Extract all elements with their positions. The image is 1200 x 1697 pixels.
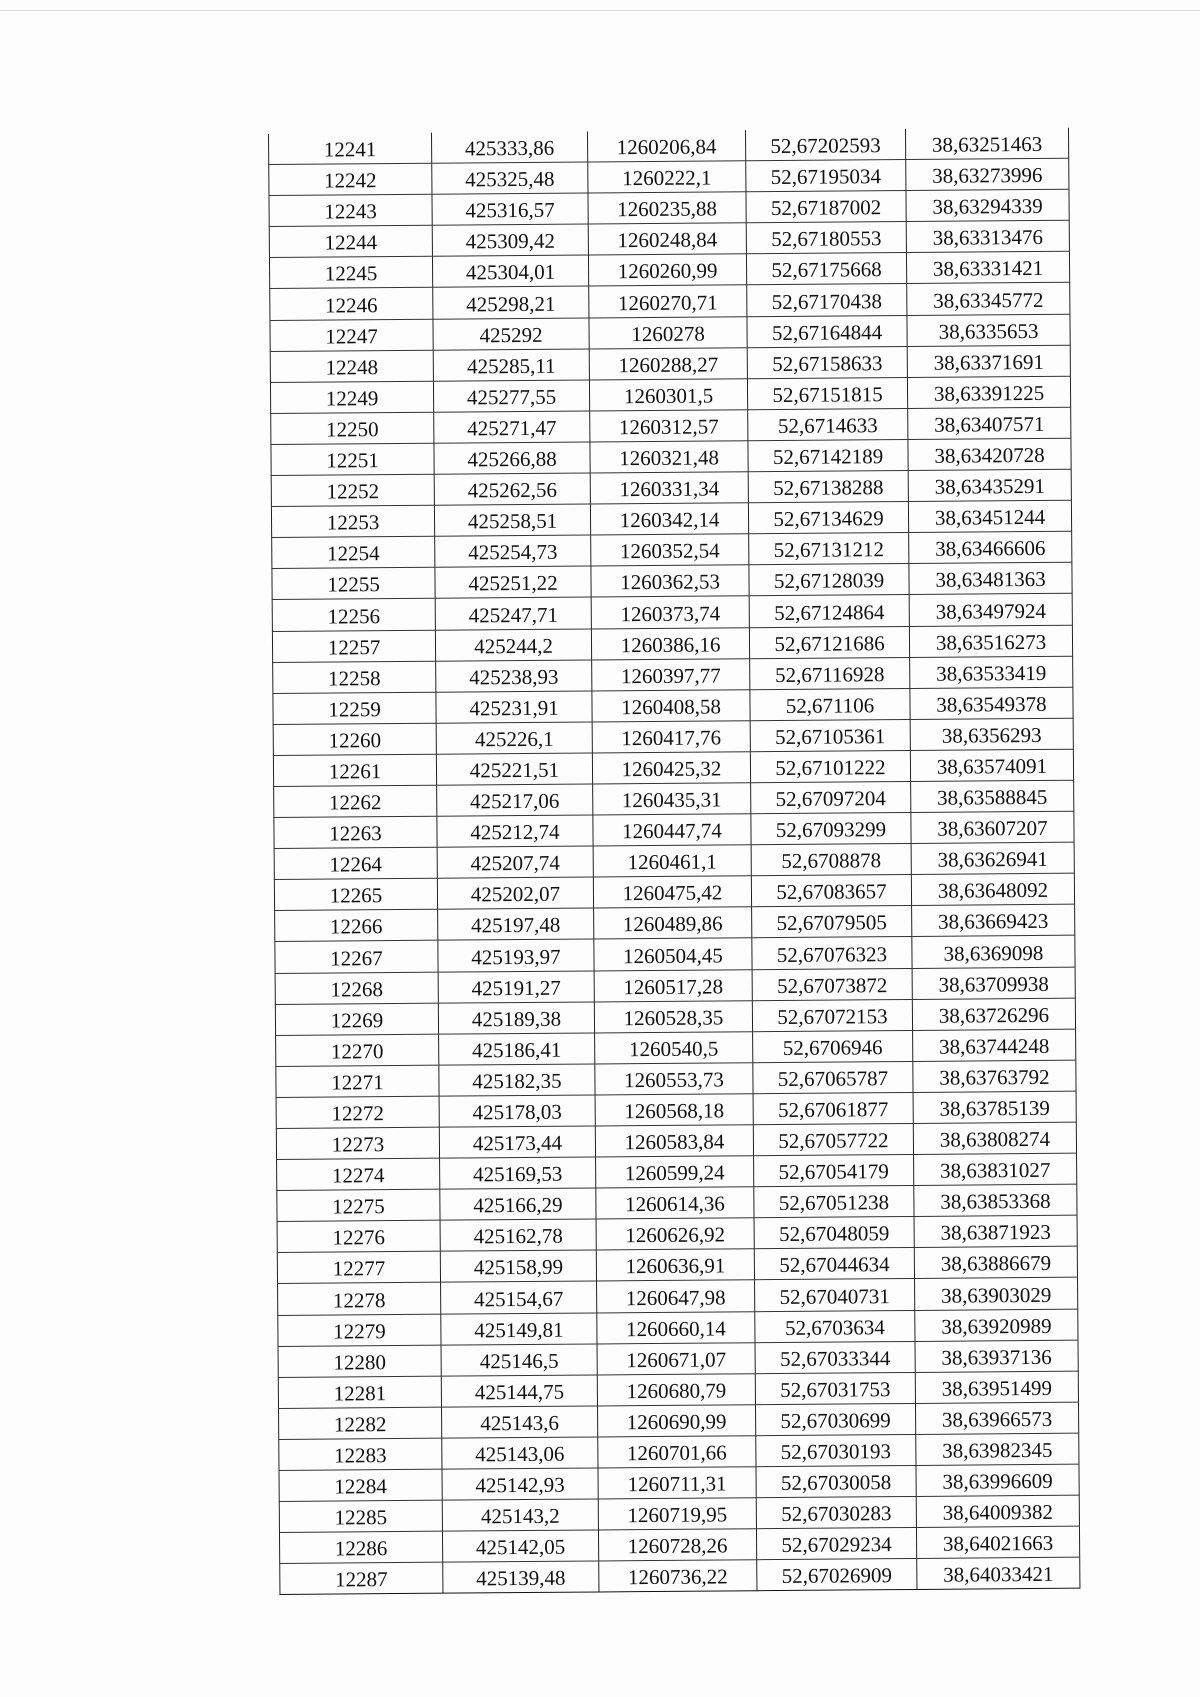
latitude-cell: 52,6706946	[753, 1030, 913, 1062]
point-number-cell: 12270	[276, 1034, 439, 1066]
longitude-cell: 38,63516273	[909, 625, 1072, 657]
y-coordinate-cell: 1260425,32	[592, 752, 750, 784]
x-coordinate-cell: 425193,97	[438, 939, 594, 971]
longitude-cell: 38,63669423	[912, 905, 1075, 937]
y-coordinate-cell: 1260701,66	[598, 1436, 756, 1468]
latitude-cell: 52,67031753	[755, 1372, 915, 1404]
y-coordinate-cell: 1260312,57	[590, 410, 748, 442]
longitude-cell: 38,63588845	[911, 780, 1074, 812]
latitude-cell: 52,67030283	[756, 1497, 916, 1529]
latitude-cell: 52,67026909	[757, 1559, 917, 1591]
x-coordinate-cell: 425277,55	[433, 380, 589, 412]
y-coordinate-cell: 1260301,5	[589, 378, 747, 410]
latitude-cell: 52,67134629	[748, 502, 908, 534]
point-number-cell: 12269	[275, 1003, 438, 1035]
x-coordinate-cell: 425146,5	[441, 1344, 597, 1376]
point-number-cell: 12258	[273, 661, 436, 693]
point-number-cell: 12264	[274, 847, 437, 879]
latitude-cell: 52,67138288	[748, 471, 908, 503]
y-coordinate-cell: 1260248,84	[588, 223, 746, 255]
latitude-cell: 52,67073872	[752, 968, 912, 1000]
longitude-cell: 38,63853368	[914, 1184, 1077, 1216]
latitude-cell: 52,6703634	[755, 1310, 915, 1342]
longitude-cell: 38,63626941	[911, 842, 1074, 874]
y-coordinate-cell: 1260517,28	[594, 969, 752, 1001]
latitude-cell: 52,67030193	[756, 1434, 916, 1466]
y-coordinate-cell: 1260222,1	[588, 161, 746, 193]
longitude-cell: 38,63451244	[908, 500, 1071, 532]
x-coordinate-cell: 425244,2	[435, 628, 591, 660]
x-coordinate-cell: 425144,75	[441, 1375, 597, 1407]
y-coordinate-cell: 1260680,79	[597, 1373, 755, 1405]
longitude-cell: 38,63331421	[906, 252, 1069, 284]
y-coordinate-cell: 1260504,45	[594, 938, 752, 970]
x-coordinate-cell: 425142,05	[442, 1530, 598, 1562]
point-number-cell: 12273	[276, 1127, 439, 1159]
longitude-cell: 38,63785139	[913, 1091, 1076, 1123]
latitude-cell: 52,67175668	[746, 253, 906, 285]
point-number-cell: 12245	[269, 257, 432, 289]
latitude-cell: 52,67033344	[755, 1341, 915, 1373]
x-coordinate-cell: 425262,56	[434, 473, 590, 505]
longitude-cell: 38,63345772	[907, 283, 1070, 315]
y-coordinate-cell: 1260553,73	[595, 1063, 753, 1095]
longitude-cell: 38,63466606	[909, 531, 1072, 563]
x-coordinate-cell: 425173,44	[439, 1126, 595, 1158]
y-coordinate-cell: 1260408,58	[592, 689, 750, 721]
point-number-cell: 12285	[279, 1500, 442, 1532]
x-coordinate-cell: 425202,07	[437, 877, 593, 909]
point-number-cell: 12246	[270, 288, 433, 320]
latitude-cell: 52,67142189	[748, 439, 908, 471]
latitude-cell: 52,67151815	[747, 377, 907, 409]
point-number-cell: 12248	[270, 350, 433, 382]
x-coordinate-cell: 425197,48	[438, 908, 594, 940]
x-coordinate-cell: 425298,21	[433, 286, 589, 318]
latitude-cell: 52,67101222	[750, 750, 910, 782]
longitude-cell: 38,63607207	[911, 811, 1074, 843]
x-coordinate-cell: 425226,1	[436, 722, 592, 754]
point-number-cell: 12271	[276, 1065, 439, 1097]
point-number-cell: 12268	[275, 972, 438, 1004]
y-coordinate-cell: 1260540,5	[595, 1031, 753, 1063]
y-coordinate-cell: 1260475,42	[593, 876, 751, 908]
y-coordinate-cell: 1260417,76	[592, 721, 750, 753]
latitude-cell: 52,67202593	[745, 129, 905, 161]
latitude-cell: 52,67180553	[746, 222, 906, 254]
longitude-cell: 38,63763792	[913, 1060, 1076, 1092]
latitude-cell: 52,67124864	[749, 595, 909, 627]
latitude-cell: 52,67079505	[752, 906, 912, 938]
y-coordinate-cell: 1260636,91	[596, 1249, 754, 1281]
coordinates-table-body	[268, 128, 1079, 1595]
latitude-cell: 52,67065787	[753, 1061, 913, 1093]
x-coordinate-cell: 425221,51	[436, 753, 592, 785]
y-coordinate-cell: 1260711,31	[598, 1467, 756, 1499]
point-number-cell: 12261	[273, 754, 436, 786]
x-coordinate-cell: 425266,88	[434, 442, 590, 474]
latitude-cell: 52,67170438	[747, 284, 907, 316]
longitude-cell: 38,63709938	[912, 967, 1075, 999]
y-coordinate-cell: 1260614,36	[596, 1187, 754, 1219]
y-coordinate-cell: 1260626,92	[596, 1218, 754, 1250]
y-coordinate-cell: 1260728,26	[598, 1529, 756, 1561]
y-coordinate-cell: 1260206,84	[587, 130, 745, 162]
point-number-cell: 12280	[278, 1345, 441, 1377]
latitude-cell: 52,67051238	[754, 1186, 914, 1218]
longitude-cell: 38,63313476	[906, 220, 1069, 252]
latitude-cell: 52,67121686	[749, 626, 909, 658]
point-number-cell: 12259	[273, 692, 436, 724]
latitude-cell: 52,67131212	[749, 533, 909, 565]
y-coordinate-cell: 1260568,18	[595, 1094, 753, 1126]
longitude-cell: 38,64021663	[916, 1526, 1079, 1558]
point-number-cell: 12279	[278, 1314, 441, 1346]
y-coordinate-cell: 1260690,99	[597, 1405, 755, 1437]
point-number-cell: 12252	[271, 474, 434, 506]
longitude-cell: 38,63549378	[910, 687, 1073, 719]
x-coordinate-cell: 425142,93	[442, 1468, 598, 1500]
y-coordinate-cell: 1260435,31	[593, 783, 751, 815]
x-coordinate-cell: 425212,74	[437, 815, 593, 847]
point-number-cell: 12287	[280, 1562, 443, 1594]
point-number-cell: 12283	[279, 1438, 442, 1470]
point-number-cell: 12256	[272, 599, 435, 631]
latitude-cell: 52,67029234	[756, 1528, 916, 1560]
x-coordinate-cell: 425143,6	[442, 1406, 598, 1438]
latitude-cell: 52,67105361	[750, 719, 910, 751]
point-number-cell: 12276	[277, 1220, 440, 1252]
x-coordinate-cell: 425304,01	[432, 255, 588, 287]
longitude-cell: 38,63982345	[916, 1433, 1079, 1465]
table-row	[280, 1557, 1080, 1594]
x-coordinate-cell: 425247,71	[435, 597, 591, 629]
longitude-cell: 38,63920989	[915, 1309, 1078, 1341]
longitude-cell: 38,63744248	[913, 1029, 1076, 1061]
y-coordinate-cell: 1260270,71	[589, 285, 747, 317]
y-coordinate-cell: 1260461,1	[593, 845, 751, 877]
x-coordinate-cell: 425182,35	[439, 1064, 595, 1096]
longitude-cell: 38,63407571	[908, 407, 1071, 439]
latitude-cell: 52,67076323	[752, 937, 912, 969]
y-coordinate-cell: 1260528,35	[594, 1000, 752, 1032]
point-number-cell: 12244	[269, 225, 432, 257]
latitude-cell: 52,6708878	[751, 844, 911, 876]
longitude-cell: 38,63808274	[913, 1122, 1076, 1154]
latitude-cell: 52,6714633	[748, 408, 908, 440]
point-number-cell: 12284	[279, 1469, 442, 1501]
x-coordinate-cell: 425169,53	[440, 1157, 596, 1189]
longitude-cell: 38,63294339	[906, 189, 1069, 221]
y-coordinate-cell: 1260397,77	[592, 658, 750, 690]
y-coordinate-cell: 1260260,99	[588, 254, 746, 286]
longitude-cell: 38,63937136	[915, 1340, 1078, 1372]
point-number-cell: 12266	[275, 910, 438, 942]
longitude-cell: 38,63391225	[907, 376, 1070, 408]
y-coordinate-cell: 1260288,27	[589, 347, 747, 379]
longitude-cell: 38,64033421	[917, 1557, 1080, 1589]
y-coordinate-cell: 1260331,34	[590, 472, 748, 504]
longitude-cell: 38,6356293	[910, 718, 1073, 750]
point-number-cell: 12243	[269, 194, 432, 226]
latitude-cell: 52,67061877	[753, 1092, 913, 1124]
longitude-cell: 38,63871923	[914, 1215, 1077, 1247]
x-coordinate-cell: 425154,67	[441, 1281, 597, 1313]
longitude-cell: 38,64009382	[916, 1495, 1079, 1527]
point-number-cell: 12267	[275, 941, 438, 973]
longitude-cell: 38,63574091	[910, 749, 1073, 781]
latitude-cell: 52,67030058	[756, 1465, 916, 1497]
point-number-cell: 12254	[272, 536, 435, 568]
latitude-cell: 52,67187002	[746, 191, 906, 223]
x-coordinate-cell: 425189,38	[438, 1002, 594, 1034]
y-coordinate-cell: 1260235,88	[588, 192, 746, 224]
point-number-cell: 12278	[278, 1283, 441, 1315]
point-number-cell: 12281	[278, 1376, 441, 1408]
latitude-cell: 52,67057722	[753, 1123, 913, 1155]
point-number-cell: 12247	[270, 319, 433, 351]
x-coordinate-cell: 425178,03	[439, 1095, 595, 1127]
y-coordinate-cell: 1260386,16	[591, 627, 749, 659]
x-coordinate-cell: 425162,78	[440, 1219, 596, 1251]
y-coordinate-cell: 1260671,07	[597, 1342, 755, 1374]
point-number-cell: 12282	[279, 1407, 442, 1439]
x-coordinate-cell: 425158,99	[440, 1250, 596, 1282]
longitude-cell: 38,63726296	[912, 998, 1075, 1030]
point-number-cell: 12241	[268, 133, 431, 165]
longitude-cell: 38,63648092	[911, 873, 1074, 905]
x-coordinate-cell: 425143,06	[442, 1437, 598, 1469]
point-number-cell: 12263	[274, 816, 437, 848]
x-coordinate-cell: 425139,48	[443, 1561, 599, 1593]
longitude-cell: 38,63273996	[906, 158, 1069, 190]
point-number-cell: 12265	[274, 878, 437, 910]
longitude-cell: 38,63251463	[905, 128, 1068, 160]
longitude-cell: 38,63966573	[915, 1402, 1078, 1434]
x-coordinate-cell: 425333,86	[431, 131, 587, 163]
x-coordinate-cell: 425309,42	[432, 224, 588, 256]
point-number-cell: 12272	[276, 1096, 439, 1128]
latitude-cell: 52,67054179	[754, 1155, 914, 1187]
x-coordinate-cell: 425191,27	[438, 970, 594, 1002]
x-coordinate-cell: 425271,47	[434, 411, 590, 443]
y-coordinate-cell: 1260599,24	[596, 1156, 754, 1188]
latitude-cell: 52,67048059	[754, 1217, 914, 1249]
point-number-cell: 12274	[277, 1158, 440, 1190]
x-coordinate-cell: 425258,51	[434, 504, 590, 536]
latitude-cell: 52,67093299	[751, 813, 911, 845]
point-number-cell: 12255	[272, 568, 435, 600]
point-number-cell: 12249	[270, 381, 433, 413]
x-coordinate-cell: 425285,11	[433, 349, 589, 381]
y-coordinate-cell: 1260373,74	[591, 596, 749, 628]
x-coordinate-cell: 425143,2	[442, 1499, 598, 1531]
longitude-cell: 38,63831027	[914, 1153, 1077, 1185]
latitude-cell: 52,67158633	[747, 346, 907, 378]
x-coordinate-cell: 425325,48	[432, 162, 588, 194]
point-number-cell: 12286	[279, 1531, 442, 1563]
y-coordinate-cell: 1260342,14	[590, 503, 748, 535]
y-coordinate-cell: 1260719,95	[598, 1498, 756, 1530]
x-coordinate-cell: 425292	[433, 318, 589, 350]
point-number-cell: 12277	[277, 1252, 440, 1284]
x-coordinate-cell: 425254,73	[435, 535, 591, 567]
latitude-cell: 52,67128039	[749, 564, 909, 596]
latitude-cell: 52,671106	[750, 688, 910, 720]
longitude-cell: 38,63903029	[915, 1278, 1078, 1310]
scan-edge-line	[0, 10, 1200, 11]
x-coordinate-cell: 425217,06	[437, 784, 593, 816]
coordinates-table	[268, 128, 1080, 1596]
longitude-cell: 38,6369098	[912, 936, 1075, 968]
point-number-cell: 12242	[269, 163, 432, 195]
latitude-cell: 52,67044634	[754, 1248, 914, 1280]
x-coordinate-cell: 425316,57	[432, 193, 588, 225]
x-coordinate-cell: 425186,41	[439, 1033, 595, 1065]
y-coordinate-cell: 1260489,86	[594, 907, 752, 939]
latitude-cell: 52,67097204	[751, 781, 911, 813]
x-coordinate-cell: 425149,81	[441, 1313, 597, 1345]
y-coordinate-cell: 1260321,48	[590, 441, 748, 473]
point-number-cell: 12262	[274, 785, 437, 817]
point-number-cell: 12257	[272, 630, 435, 662]
longitude-cell: 38,63497924	[909, 594, 1072, 626]
latitude-cell: 52,67195034	[746, 160, 906, 192]
longitude-cell: 38,63435291	[908, 469, 1071, 501]
y-coordinate-cell: 1260736,22	[599, 1560, 757, 1592]
latitude-cell: 52,67083657	[751, 875, 911, 907]
longitude-cell: 38,63951499	[915, 1371, 1078, 1403]
point-number-cell: 12251	[271, 443, 434, 475]
longitude-cell: 38,63371691	[907, 345, 1070, 377]
longitude-cell: 38,63996609	[916, 1464, 1079, 1496]
y-coordinate-cell: 1260447,74	[593, 814, 751, 846]
y-coordinate-cell: 1260362,53	[591, 565, 749, 597]
latitude-cell: 52,67040731	[755, 1279, 915, 1311]
longitude-cell: 38,63481363	[909, 563, 1072, 595]
longitude-cell: 38,63533419	[910, 656, 1073, 688]
x-coordinate-cell: 425207,74	[437, 846, 593, 878]
x-coordinate-cell: 425166,29	[440, 1188, 596, 1220]
y-coordinate-cell: 1260352,54	[591, 534, 749, 566]
longitude-cell: 38,6335653	[907, 314, 1070, 346]
point-number-cell: 12260	[273, 723, 436, 755]
point-number-cell: 12275	[277, 1189, 440, 1221]
y-coordinate-cell: 1260583,84	[595, 1125, 753, 1157]
y-coordinate-cell: 1260647,98	[597, 1280, 755, 1312]
x-coordinate-cell: 425231,91	[436, 691, 592, 723]
point-number-cell: 12253	[271, 505, 434, 537]
x-coordinate-cell: 425238,93	[436, 660, 592, 692]
latitude-cell: 52,67072153	[752, 999, 912, 1031]
latitude-cell: 52,67116928	[750, 657, 910, 689]
latitude-cell: 52,67164844	[747, 315, 907, 347]
y-coordinate-cell: 1260278	[589, 316, 747, 348]
longitude-cell: 38,63420728	[908, 438, 1071, 470]
latitude-cell: 52,67030699	[755, 1403, 915, 1435]
y-coordinate-cell: 1260660,14	[597, 1311, 755, 1343]
x-coordinate-cell: 425251,22	[435, 566, 591, 598]
longitude-cell: 38,63886679	[914, 1247, 1077, 1279]
point-number-cell: 12250	[271, 412, 434, 444]
